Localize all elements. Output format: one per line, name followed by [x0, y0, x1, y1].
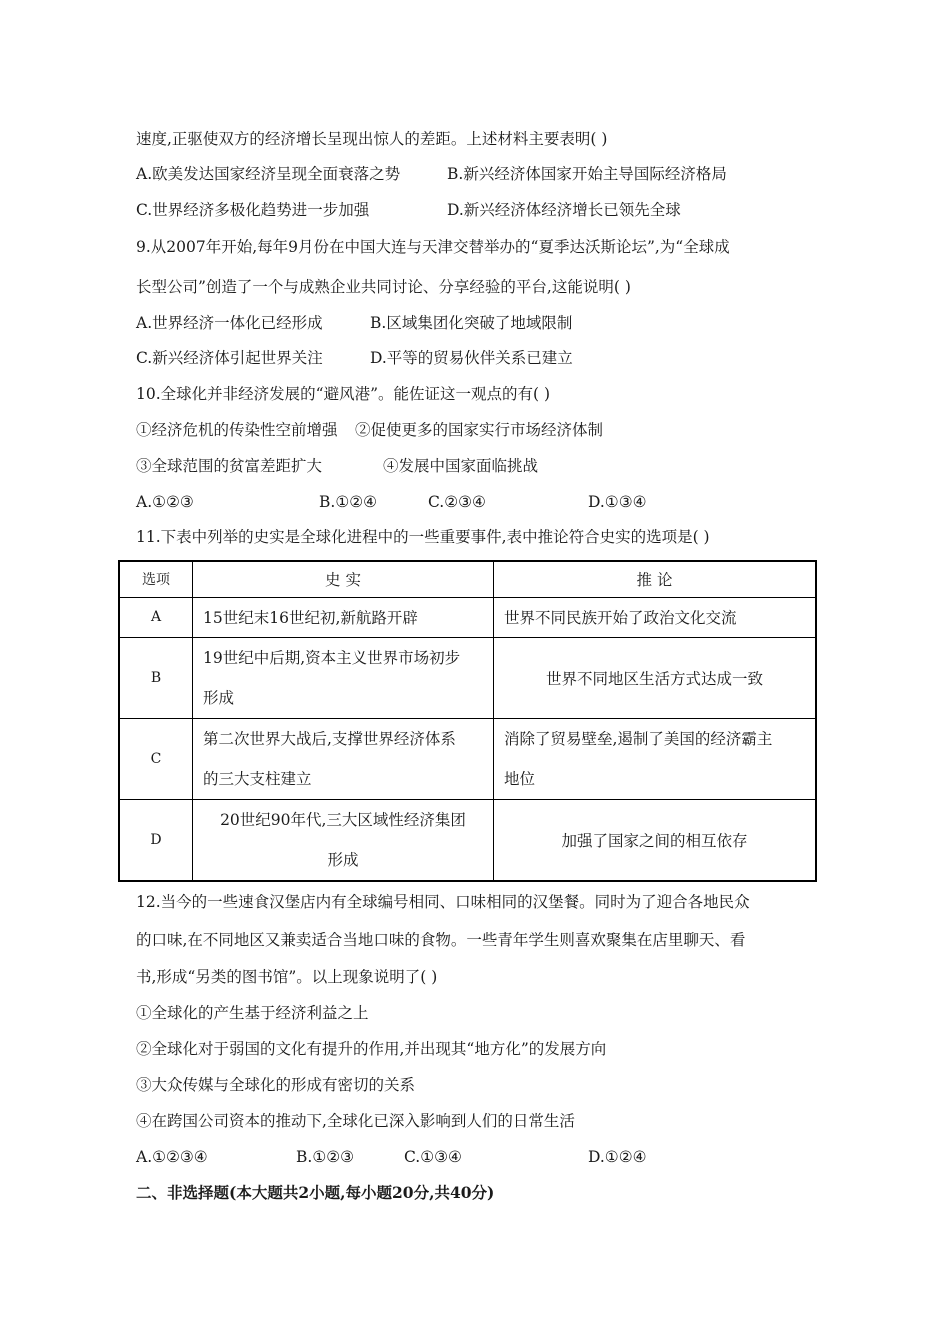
- header-inference: 推 论: [494, 561, 817, 597]
- q12-option-a: A.①②③④: [136, 1148, 208, 1166]
- row-fact: [193, 799, 494, 881]
- q8-stem-tail: 速度,正驱使双方的经济增长呈现出惊人的差距。上述材料主要表明( ): [136, 130, 608, 148]
- row-fact: [193, 597, 494, 637]
- row-fact: [193, 718, 494, 799]
- inference-line-2: 地位: [504, 769, 536, 788]
- row-inference: [494, 597, 817, 637]
- q11-history-table: [118, 560, 817, 882]
- header-fact: 史 实: [193, 561, 494, 597]
- row-inference: [494, 718, 817, 799]
- fact-line-1: 15世纪末16世纪初,新航路开辟: [203, 609, 418, 627]
- table-row: [119, 799, 816, 881]
- row-inference: [494, 799, 817, 881]
- q9-option-a: A.世界经济一体化已经形成: [136, 314, 323, 332]
- inference-line-1: 世界不同民族开始了政治文化交流: [504, 609, 737, 627]
- q12-option-c: C.①③④: [404, 1148, 462, 1166]
- q9-option-d: D.平等的贸易伙伴关系已建立: [370, 349, 573, 367]
- q9-stem-line1: 9.从2007年开始,每年9月份在中国大连与天津交替举办的“夏季达沃斯论坛”,为“全球成: [136, 238, 730, 256]
- q12-stem-line1: 12.当今的一些速食汉堡店内有全球编号相同、口味相同的汉堡餐。同时为了迎合各地民众: [136, 893, 750, 911]
- q10-option-d: D.①③④: [588, 493, 647, 511]
- row-option: A: [119, 597, 193, 637]
- q10-item-4: ④发展中国家面临挑战: [383, 457, 539, 475]
- q8-option-d: D.新兴经济体经济增长已领先全球: [447, 201, 681, 219]
- row-option: D: [119, 799, 193, 881]
- q10-item-1: ①经济危机的传染性空前增强: [136, 421, 338, 439]
- q10-option-c: C.②③④: [428, 493, 486, 511]
- q10-item-2: ②促使更多的国家实行市场经济体制: [355, 421, 604, 439]
- q12-option-b: B.①②③: [296, 1148, 355, 1166]
- fact-line-1: 19世纪中后期,资本主义世界市场初步: [203, 648, 461, 667]
- q8-option-c: C.世界经济多极化趋势进一步加强: [136, 201, 370, 219]
- fact-line-2: 形成: [203, 688, 235, 707]
- table-row: [119, 597, 816, 637]
- q9-option-c: C.新兴经济体引起世界关注: [136, 349, 323, 367]
- table-header-row: [119, 561, 816, 597]
- fact-line-1: 20世纪90年代,三大区域性经济集团: [220, 810, 466, 829]
- q12-item-2: ②全球化对于弱国的文化有提升的作用,并出现其“地方化”的发展方向: [136, 1040, 607, 1058]
- q12-stem-line2: 的口味,在不同地区又兼卖适合当地口味的食物。一些青年学生则喜欢聚集在店里聊天、看: [136, 931, 746, 949]
- fact-line-2: 的三大支柱建立: [203, 769, 312, 788]
- q12-item-1: ①全球化的产生基于经济利益之上: [136, 1004, 369, 1022]
- row-fact: [193, 637, 494, 718]
- row-inference: [494, 637, 817, 718]
- row-option: C: [119, 718, 193, 799]
- table-row: [119, 718, 816, 799]
- inference-line-1: 消除了贸易壁垒,遏制了美国的经济霸主: [504, 729, 773, 748]
- header-option: 选项: [119, 561, 193, 597]
- inference-line-1: 加强了国家之间的相互依存: [561, 831, 748, 850]
- q10-option-b: B.①②④: [319, 493, 378, 511]
- q12-item-4: ④在跨国公司资本的推动下,全球化已深入影响到人们的日常生活: [136, 1112, 575, 1130]
- q12-item-3: ③大众传媒与全球化的形成有密切的关系: [136, 1076, 416, 1094]
- q10-stem: 10.全球化并非经济发展的“避风港”。能佐证这一观点的有( ): [136, 385, 551, 403]
- inference-line-1: 世界不同地区生活方式达成一致: [545, 669, 763, 688]
- section2-heading: 二、非选择题(本大题共2小题,每小题20分,共40分): [136, 1183, 495, 1202]
- q10-option-a: A.①②③: [136, 493, 194, 511]
- row-option: B: [119, 637, 193, 718]
- q9-option-b: B.区域集团化突破了地域限制: [370, 314, 573, 332]
- q9-stem-line2: 长型公司”创造了一个与成熟企业共同讨论、分享经验的平台,这能说明( ): [136, 278, 631, 296]
- q8-option-b: B.新兴经济体国家开始主导国际经济格局: [447, 165, 727, 183]
- fact-line-2: 形成: [327, 850, 359, 869]
- fact-line-1: 第二次世界大战后,支撑世界经济体系: [203, 729, 456, 748]
- q12-stem-line3: 书,形成“另类的图书馆”。以上现象说明了( ): [136, 968, 438, 986]
- q10-item-3: ③全球范围的贫富差距扩大: [136, 457, 323, 475]
- q11-stem: 11.下表中列举的史实是全球化进程中的一些重要事件,表中推论符合史实的选项是( ): [136, 528, 710, 546]
- table-row: [119, 637, 816, 718]
- q8-option-a: A.欧美发达国家经济呈现全面衰落之势: [136, 165, 401, 183]
- q12-option-d: D.①②④: [588, 1148, 647, 1166]
